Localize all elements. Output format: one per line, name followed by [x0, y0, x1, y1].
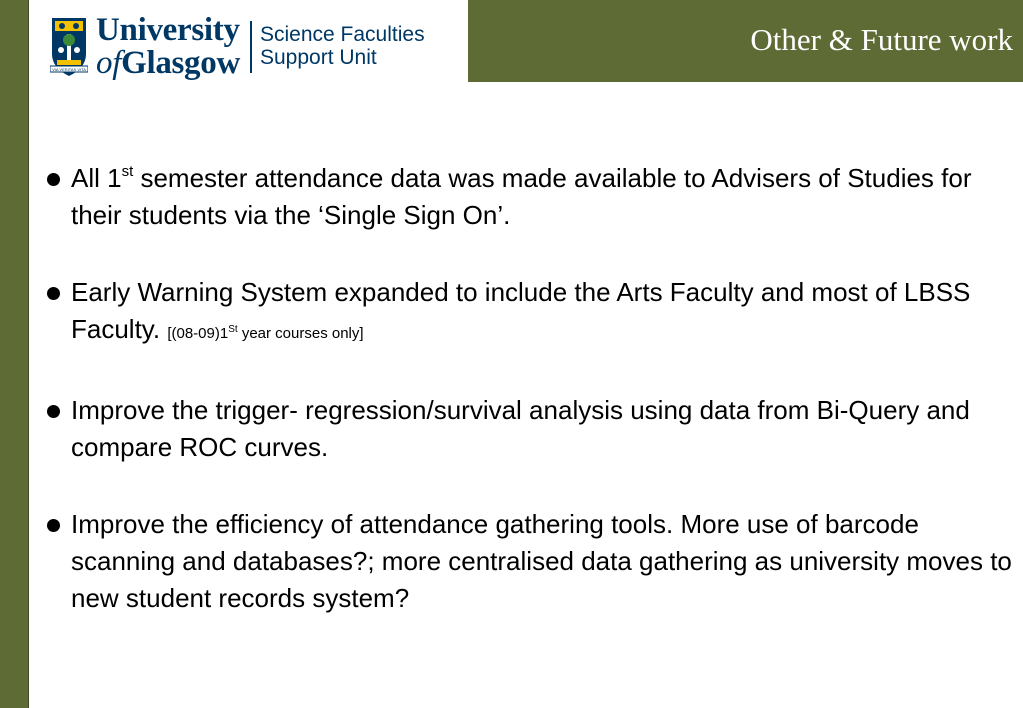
- university-logo: [50, 14, 425, 80]
- bullet-text: Improve the efficiency of attendance gathering tools. More use of barcode scanning and databases?; more centralised data gathering as university moves to new student records system?: [71, 509, 1012, 613]
- bullet-dot-icon: [47, 173, 60, 186]
- bullet-dot-icon: [47, 519, 60, 532]
- bullet-note-pre: [(08-09)1: [167, 325, 229, 342]
- bullet-item: [44, 392, 1014, 466]
- left-accent-divider: [28, 0, 29, 708]
- bullet-text-post: semester attendance data was made available to Advisers of Studies for their students via the ‘Single Sign On’.: [71, 163, 972, 230]
- logo-divider: [250, 21, 252, 73]
- university-wordmark: [96, 14, 240, 80]
- bullet-list: [44, 160, 1014, 657]
- wordmark-of: of: [96, 45, 122, 81]
- wordmark-glasgow: Glasgow: [121, 45, 240, 81]
- bullet-item: [44, 274, 1014, 352]
- crest-motto: VIA VERITAS VITA: [52, 67, 86, 72]
- bullet-note-post: year courses only]: [237, 325, 364, 342]
- left-accent-bar: [0, 0, 28, 708]
- slide-title: Other & Future work: [750, 22, 1013, 57]
- bullet-note: [167, 325, 363, 342]
- unit-name-line1: Science Faculties: [260, 23, 425, 47]
- title-bar: [468, 0, 1023, 82]
- bullet-dot-icon: [47, 405, 60, 418]
- unit-name-line2: Support Unit: [260, 46, 377, 69]
- bullet-item: [44, 506, 1014, 617]
- wordmark-university: University: [96, 12, 240, 48]
- wordmark-of-glasgow: [96, 47, 240, 80]
- bullet-note-superscript: St: [228, 324, 238, 335]
- bullet-text: Improve the trigger- regression/survival analysis using data from Bi-Query and compare ROC curves.: [71, 395, 970, 462]
- bullet-item: [44, 160, 1014, 234]
- unit-name: [260, 24, 425, 69]
- bullet-text: Early Warning System expanded to include the Arts Faculty and most of LBSS Faculty.: [71, 277, 971, 344]
- university-crest-icon: [50, 16, 88, 78]
- bullet-dot-icon: [47, 287, 60, 300]
- bullet-superscript: st: [121, 163, 134, 180]
- bullet-text-pre: All 1: [71, 163, 122, 193]
